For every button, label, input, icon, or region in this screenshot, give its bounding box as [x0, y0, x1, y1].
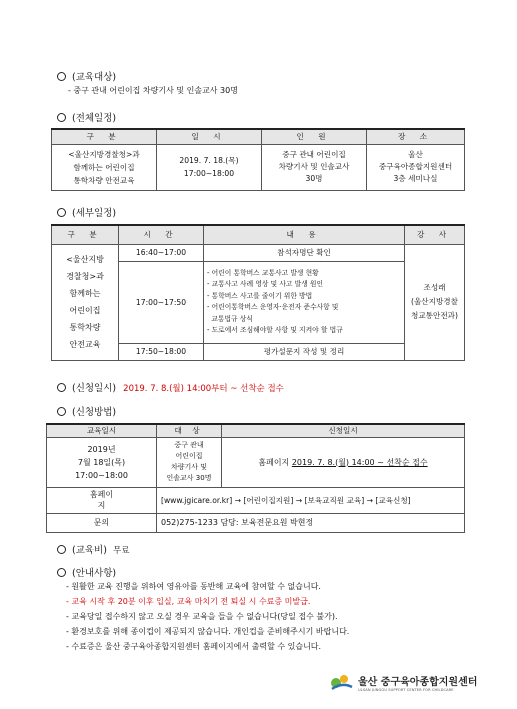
section-overall-heading: (전체일정): [57, 110, 116, 124]
circle-bullet-icon: [57, 568, 66, 577]
overall-header-place: 장 소: [367, 129, 465, 144]
org-sub: ULSAN JUNGGU SUPPORT CENTER FOR CHILDCARE: [358, 687, 454, 692]
circle-bullet-icon: [57, 545, 66, 554]
detail-content-list: [204, 261, 405, 343]
circle-bullet-icon: [57, 113, 66, 122]
detail-content-cell: 참석자명단 확인: [204, 244, 405, 261]
org-logo-icon: [330, 672, 354, 692]
notice-item-warning: - 교육 시작 후 20분 이후 입실, 교육 마치기 전 퇴실 시 수료증 미발급.: [66, 597, 311, 606]
overall-place-cell: 울산 중구육아종합지원센터 3층 세미나실: [367, 144, 465, 190]
apply-date-cell: 홈페이지 2019. 7. 8.(월) 14:00 ~ 선착순 접수: [222, 437, 465, 487]
circle-bullet-icon: [57, 383, 66, 392]
apply-target-cell: 중구 관내 어린이집 차량기사 및 인솔교사 30명: [157, 437, 222, 487]
apply-header-apply-date: 신청일시: [222, 424, 465, 437]
notice-item: - 교육당일 접수하지 않고 오실 경우 교육을 들을 수 없습니다(당일 접수 불가).: [66, 612, 338, 621]
detail-header-content: 내 용: [204, 225, 405, 244]
section-apply-date: (신청일시) 2019. 7. 8.(월) 14:00부터 ~ 선착순 접수: [57, 380, 284, 394]
detail-content-item: - 교통사고 사례 영상 및 사고 발생 원인: [207, 280, 324, 288]
detail-schedule-table: [51, 224, 465, 361]
circle-bullet-icon: [57, 72, 66, 81]
overall-header-category: 구 분: [52, 129, 157, 144]
apply-header-edu-datetime: 교육일시: [47, 424, 157, 437]
section-target-heading: (교육대상): [57, 69, 116, 83]
detail-content-item: - 어린이통학버스 운영자·운전자 준수사항 및: [207, 303, 339, 311]
homepage-label-cell: 홈페이 지: [47, 487, 157, 513]
overall-category-cell: <울산지방경찰청>과 함께하는 어린이집 통학차량 안전교육: [52, 144, 157, 190]
apply-date-underlined: 2019. 7. 8.(월) 14:00 ~ 선착순 접수: [291, 457, 428, 467]
detail-category-cell: <울산지방 경찰청>과 함께하는 어린이집 통학차량 안전교육: [52, 244, 119, 360]
detail-header-instructor: 강 사: [405, 225, 465, 244]
section-detail-heading: (세부일정): [57, 205, 116, 219]
notice-list: [66, 578, 349, 655]
overall-people-cell: 중구 관내 어린이집 차량기사 및 인솔교사 30명: [262, 144, 367, 190]
detail-content-item: - 통학버스 사고를 줄이기 위한 방법: [207, 291, 313, 300]
detail-header-time: 시 간: [119, 225, 204, 244]
section-notice-heading: (안내사항): [57, 565, 116, 579]
notice-item: - 수료증은 울산 중구육아종합지원센터 홈페이지에서 출력할 수 있습니다.: [66, 642, 322, 651]
homepage-path-cell[interactable]: [www.jgicare.or.kr] → [어린이집지원] → [보육교직원 교육] → [교육신청]: [157, 487, 465, 513]
detail-content-item: 교통법규 상식: [207, 314, 253, 323]
section-apply-method-heading: (신청방법): [57, 404, 116, 418]
org-name: 울산 중구육아종합지원센터: [358, 676, 478, 688]
notice-item: - 환경보호를 위해 종이컵이 제공되지 않습니다. 개인컵을 준비해주시기 바랍니다.: [66, 627, 350, 636]
contact-label-cell: 문의: [47, 513, 157, 532]
section-fee: (교육비) 무료: [57, 542, 129, 556]
apply-method-table: [46, 423, 465, 533]
overall-header-people: 인 원: [262, 129, 367, 144]
detail-time-cell: 17:50~18:00: [119, 343, 204, 360]
apply-header-target: 대 상: [157, 424, 222, 437]
detail-instructor-cell: 조성래 (울산지방경찰 청교통안전과): [405, 244, 465, 360]
apply-edu-datetime-cell: 2019년 7월 18일(목) 17:00~18:00: [47, 437, 157, 487]
overall-header-datetime: 일 시: [157, 129, 262, 144]
org-logo: [330, 672, 477, 692]
target-line: - 중구 관내 어린이집 차량기사 및 인솔교사 30명: [68, 86, 238, 95]
detail-content-item: - 도로에서 조심해야할 사항 및 지켜야 할 법규: [207, 326, 343, 334]
notice-item: - 원활한 교육 진행을 위하여 영유아를 동반해 교육에 참여할 수 없습니다.: [66, 582, 321, 591]
circle-bullet-icon: [57, 407, 66, 416]
fee-value: 무료: [112, 546, 130, 556]
overall-schedule-table: [51, 128, 465, 191]
detail-content-item: - 어린이 통학버스 교통사고 발생 현황: [207, 268, 319, 277]
contact-value-cell: 052)275-1233 담당: 보육전문요원 박현정: [157, 513, 465, 532]
apply-date-value: 2019. 7. 8.(월) 14:00부터 ~ 선착순 접수: [123, 384, 284, 394]
detail-header-category: 구 분: [52, 225, 119, 244]
detail-time-cell: 17:00~17:50: [119, 261, 204, 343]
detail-time-cell: 16:40~17:00: [119, 244, 204, 261]
detail-content-cell: 평가설문지 작성 및 정리: [204, 343, 405, 360]
overall-datetime-cell: 2019. 7. 18.(목) 17:00~18:00: [157, 144, 262, 190]
circle-bullet-icon: [57, 208, 66, 217]
